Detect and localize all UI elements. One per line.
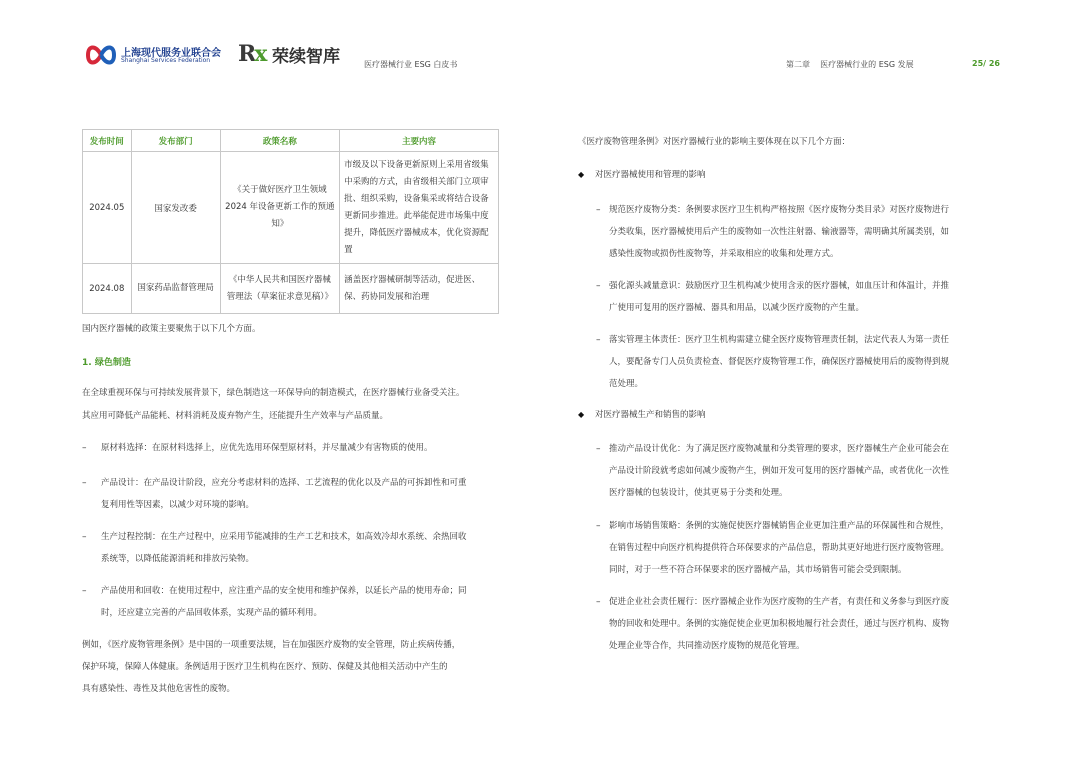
policy-content: 涵盖医疗器械研制等活动，促进医、保、药协同发展和治理 [344,274,481,302]
paragraph-line: 保护环境，保障人体健康。条例适用于医疗卫生机构在医疗、预防、保健及其他相关活动中产生的 [82,662,448,672]
policy-table [82,129,499,314]
list-item-line: 推动产品设计优化：为了满足医疗废物减量和分类管理的要求，医疗器械生产企业可能会在 [609,444,950,454]
list-item-line: 人，要配备专门人员负责检查、督促医疗废物管理工作，确保医疗器械使用后的废物得到规 [609,357,950,367]
intro-text: 国内医疗器械的政策主要聚焦于以下几个方面。 [82,324,261,334]
cell-content [340,264,499,314]
column-header: 政策名称 [220,130,339,152]
list-dash: – [596,597,601,607]
column-header: 发布部门 [131,130,220,152]
cell-date: 2024.05 [83,152,132,264]
list-dash: – [596,521,601,531]
list-item-line: 强化源头减量意识：鼓励医疗卫生机构减少使用含汞的医疗器械，如血压计和体温计，并推 [609,281,950,291]
department-name: 国家药品监督管理局 [137,283,214,293]
list-item-line: 同时，对于一些不符合环保要求的医疗器械产品，其市场销售可能会受到限制。 [609,565,907,575]
cell-policy [220,264,339,314]
list-item-line: 产品设计阶段就考虑如何减少废物产生，例如开发可复用的医疗器械产品，或者优化一次性 [609,466,950,476]
list-item-line: 医疗器械的包装设计，使其更易于分类和处理。 [609,488,788,498]
brand-name: 荣续智库 [272,47,340,67]
cell-policy [220,152,339,264]
list-item-line: 分类收集，医疗器械使用后产生的废物如一次性注射器、输液器等，需明确其所属类别，如 [609,227,950,237]
list-dash: – [82,443,87,453]
diamond-bullet-icon: ◆ [578,170,585,179]
list-dash: – [82,532,87,542]
cell-content [340,152,499,264]
section-title: 1. 绿色制造 [82,358,131,368]
list-dash: – [596,281,601,291]
cell-department [131,264,220,314]
list-item-line: 广使用可复用的医疗器械、器具和用品，以减少医疗废物的产生量。 [609,303,865,313]
table-row [83,264,499,314]
policy-content: 市级及以下设备更新原则上采用省级集中采购的方式，由省级相关部门立项审批、组织采购，设备集采或将结合设备更新同步推进。此举能促进市场集中度提升，降低医疗器械成本，优化资源配置 [344,159,489,255]
list-item-line: 影响市场销售策略：条例的实施促使医疗器械销售企业更加注重产品的环保属性和合规性， [609,521,950,531]
federation-name: 上海现代服务业联合会 [121,48,221,59]
chapter-title: 第二章 医疗器械行业的 ESG 发展 [786,60,914,69]
list-item-line: 系统等，以降低能源消耗和排放污染物。 [101,554,255,564]
list-item-line: 原材料选择：在原材料选择上，应优先选用环保型原材料，并尽量减少有害物质的使用。 [101,443,433,453]
column-header: 发布时间 [83,130,132,152]
list-item-line: 时，还应建立完善的产品回收体系，实现产品的循环利用。 [101,608,323,618]
list-dash: – [596,444,601,454]
column-header: 主要内容 [340,130,499,152]
list-item-line: 物的回收和处理中。条例的实施促使企业更加积极地履行社会责任，通过与医疗机构、废物 [609,619,950,629]
cell-date: 2024.08 [83,264,132,314]
list-dash: – [82,586,87,596]
list-dash: – [596,205,601,215]
page-number: 25/ 26 [972,59,1000,68]
list-item-line: 产品设计：在产品设计阶段，应充分考虑材料的选择、工艺流程的优化以及产品的可拆卸性和可重 [101,478,467,488]
list-item-line: 感染性废物或损伤性废物等，并采取相应的收集和处理方式。 [609,249,839,259]
cell-department: 国家发改委 [131,152,220,264]
brand-mark-logo: Rx [238,41,266,67]
list-item-line: 复利用性等因素，以减少对环境的影响。 [101,500,255,510]
policy-name: 《关于做好医疗卫生领域 2024 年设备更新工作的预通知》 [225,185,335,229]
group-title: 对医疗器械生产和销售的影响 [595,410,706,420]
paragraph-line: 例如，《医疗废物管理条例》是中国的一项重要法规，旨在加强医疗废物的安全管理，防止疾病传播， [82,640,461,650]
list-item-line: 落实管理主体责任：医疗卫生机构需建立健全医疗废物管理责任制，法定代表人为第一责任 [609,335,950,345]
document-title: 医疗器械行业 ESG 白皮书 [364,60,458,69]
paragraph-line: 其应用可降低产品能耗、材料消耗及废弃物产生，还能提升生产效率与产品质量。 [82,411,389,421]
table-row [83,152,499,264]
list-item-line: 在销售过程中向医疗机构提供符合环保要求的产品信息，帮助其更好地进行医疗废物管理。 [609,543,950,553]
list-item-line: 产品使用和回收：在使用过程中，应注重产品的安全使用和维护保养，以延长产品的使用寿命；同 [101,586,467,596]
list-item-line: 范处理。 [609,379,644,389]
list-item-line: 促进企业社会责任履行：医疗器械企业作为医疗废物的生产者，有责任和义务参与到医疗废 [609,597,950,607]
policy-name: 《中华人民共和国医疗器械管理法（草案征求意见稿）》 [226,274,333,302]
list-item-line: 规范医疗废物分类：条例要求医疗卫生机构严格按照《医疗废物分类目录》对医疗废物进行 [609,205,950,215]
list-item-line: 处理企业等合作，共同推动医疗废物的规范化管理。 [609,641,805,651]
table-header-row [83,130,499,152]
intro-text: 《医疗废物管理条例》对医疗器械行业的影响主要体现在以下几个方面： [578,137,851,147]
diamond-bullet-icon: ◆ [578,410,585,419]
federation-logo-icon [86,42,116,68]
paragraph-line: 具有感染性、毒性及其他危害性的废物。 [82,684,236,694]
federation-name-en: Shanghai Services Federation [121,57,211,64]
list-dash: – [82,478,87,488]
list-dash: – [596,335,601,345]
group-title: 对医疗器械使用和管理的影响 [595,170,706,180]
paragraph-line: 在全球重视环保与可持续发展背景下，绿色制造这一环保导向的制造模式，在医疗器械行业备受关注。 [82,388,465,398]
list-item-line: 生产过程控制：在生产过程中，应采用节能减排的生产工艺和技术，如高效冷却水系统、余热回收 [101,532,467,542]
